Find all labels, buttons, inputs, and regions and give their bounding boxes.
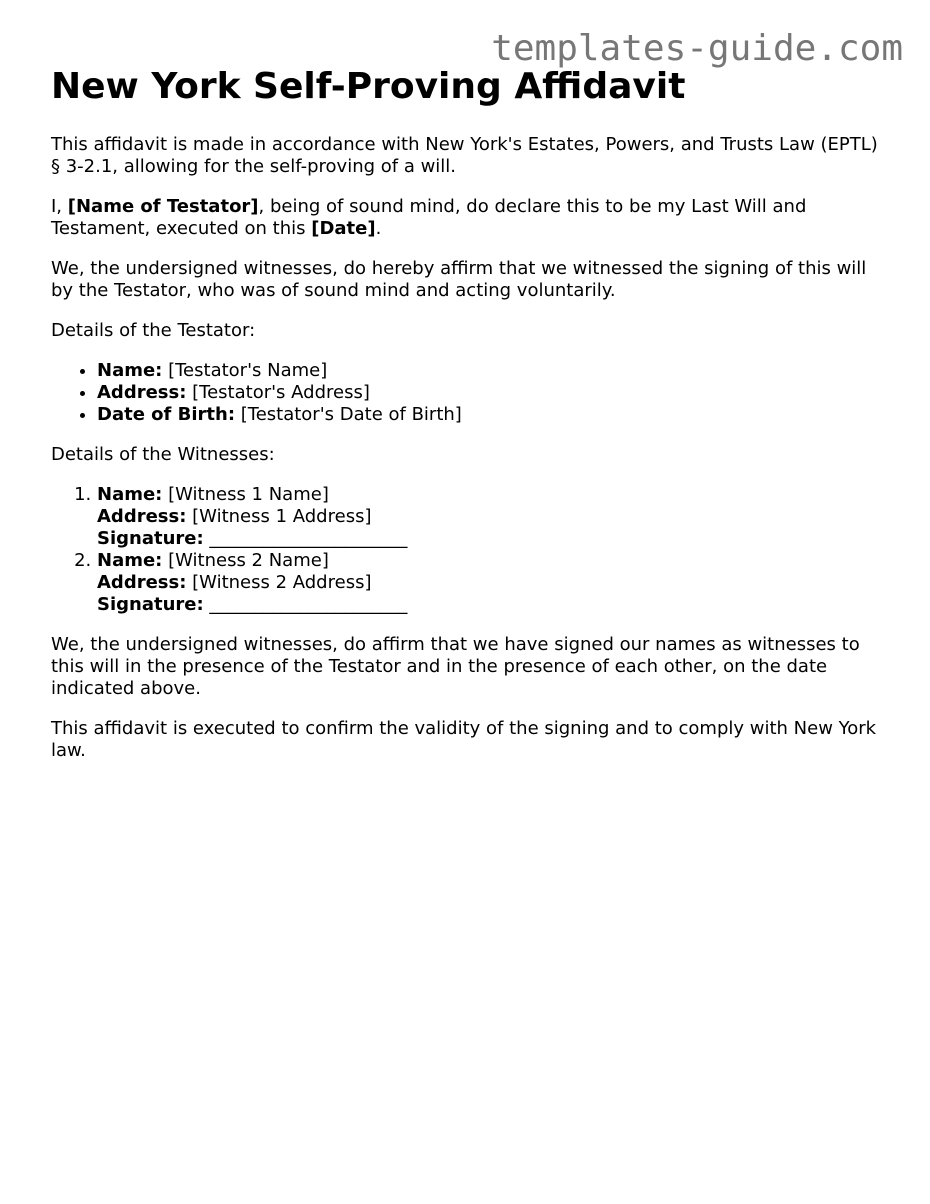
witness-signature-label: Signature:: [97, 528, 204, 549]
testator-name-label: Name:: [97, 360, 163, 381]
declaration-suffix: .: [375, 218, 382, 239]
testator-name-value: [Testator's Name]: [162, 360, 328, 381]
testator-address-value: [Testator's Address]: [186, 382, 370, 403]
testator-dob-value: [Testator's Date of Birth]: [235, 404, 462, 425]
witness-name-value: [Witness 2 Name]: [162, 550, 329, 571]
date-placeholder: [Date]: [311, 218, 376, 239]
witness-signature-line: [97, 528, 891, 550]
witness-address-label: Address:: [97, 572, 187, 593]
intro-paragraph: This affidavit is made in accordance with New York's Estates, Powers, and Trusts Law (EPTL) § 3-2.1, allowing for the self-proving of a will.: [51, 134, 878, 177]
witness-signature-label: Signature:: [97, 594, 204, 615]
witness-address-line: [97, 506, 891, 528]
witness-name-line: [97, 484, 891, 506]
document-page: [51, 64, 891, 762]
testator-details-heading: Details of the Testator:: [51, 320, 256, 341]
witness-name-value: [Witness 1 Name]: [162, 484, 329, 505]
witness-name-label: Name:: [97, 550, 163, 571]
witness-name-line: [97, 550, 891, 572]
testator-dob-label: Date of Birth:: [97, 404, 236, 425]
watermark: templates-guide.com: [491, 28, 903, 69]
list-item: [97, 382, 891, 404]
closing-paragraph-2: This affidavit is executed to confirm the validity of the signing and to comply with New York law.: [51, 718, 877, 761]
witness-name-label: Name:: [97, 484, 163, 505]
testator-name-placeholder: [Name of Testator]: [67, 196, 259, 217]
witness-signature-blank: ______________________: [203, 528, 408, 549]
witness-affirm-paragraph: We, the undersigned witnesses, do hereby affirm that we witnessed the signing of this will by the Testator, who was of sound mind and acting voluntarily.: [51, 258, 867, 301]
testator-address-label: Address:: [97, 382, 187, 403]
list-item: [97, 484, 891, 550]
witness-signature-blank: ______________________: [203, 594, 408, 615]
witness-address-value: [Witness 1 Address]: [186, 506, 372, 527]
witnesses-details-heading: Details of the Witnesses:: [51, 444, 275, 465]
closing-paragraph-1: We, the undersigned witnesses, do affirm that we have signed our names as witnesses to this will in the presence of the Testator and in the presence of each other, on the date indicated above.: [51, 634, 860, 699]
witness-address-label: Address:: [97, 506, 187, 527]
declaration-paragraph: [51, 196, 891, 240]
list-item: [97, 404, 891, 426]
document-title: New York Self-Proving Affidavit: [51, 66, 686, 107]
testator-details-list: [51, 360, 891, 426]
list-item: [97, 360, 891, 382]
declaration-prefix: I,: [51, 196, 68, 217]
witness-signature-line: [97, 594, 891, 616]
witnesses-list: [51, 484, 891, 616]
declaration-middle: , being of sound mind, do declare this to be my Last Will and Testament, executed on this: [51, 196, 807, 239]
witness-address-line: [97, 572, 891, 594]
list-item: [97, 550, 891, 616]
witness-address-value: [Witness 2 Address]: [186, 572, 372, 593]
